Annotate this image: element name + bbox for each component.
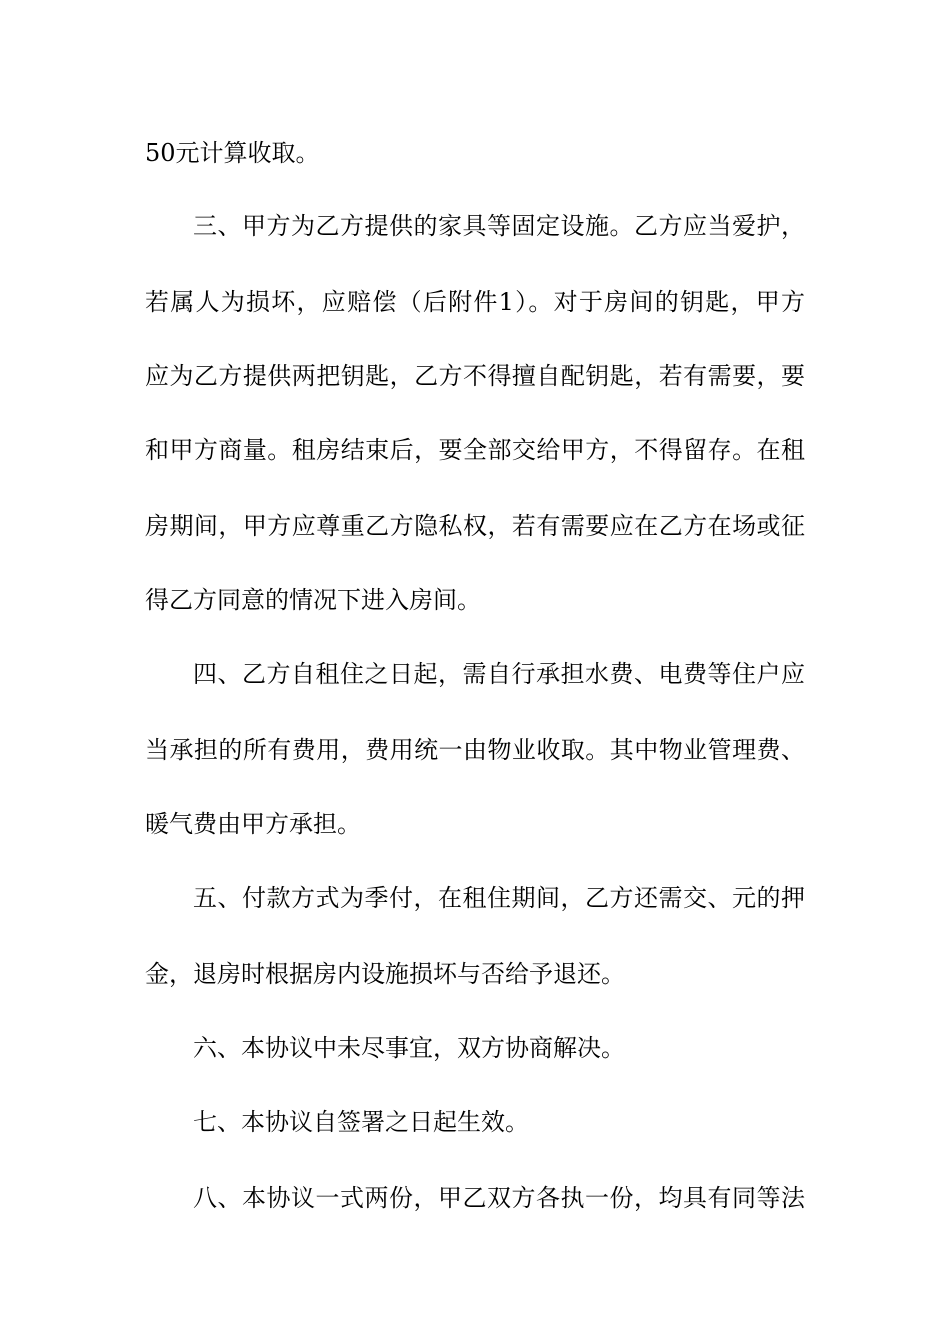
text-line: 房期间，甲方应尊重乙方隐私权，若有需要应在乙方在场或征: [145, 512, 805, 540]
text-line: 八、本协议一式两份，甲乙双方各执一份，均具有同等法: [193, 1184, 805, 1212]
text-line: 应为乙方提供两把钥匙，乙方不得擅自配钥匙，若有需要，要: [145, 362, 805, 390]
text-line: 金，退房时根据房内设施损坏与否给予退还。: [145, 960, 625, 988]
text-line: 三、甲方为乙方提供的家具等固定设施。乙方应当爱护，: [193, 212, 805, 240]
text-line: 和甲方商量。租房结束后，要全部交给甲方，不得留存。在租: [145, 436, 805, 464]
text-line: 六、本协议中未尽事宜，双方协商解决。: [193, 1034, 625, 1062]
text-line: 暖气费由甲方承担。: [145, 810, 361, 838]
text-line: 50元计算收取。: [145, 139, 320, 167]
text-line: 当承担的所有费用，费用统一由物业收取。其中物业管理费、: [145, 736, 805, 764]
text-line: 得乙方同意的情况下进入房间。: [145, 586, 481, 614]
text-line: 七、本协议自签署之日起生效。: [193, 1108, 529, 1136]
text-line: 五、付款方式为季付，在租住期间，乙方还需交、元的押: [193, 884, 805, 912]
text-line: 四、乙方自租住之日起，需自行承担水费、电费等住户应: [193, 660, 805, 688]
text-line: 若属人为损坏，应赔偿（后附件1）。对于房间的钥匙，甲方: [145, 288, 805, 316]
